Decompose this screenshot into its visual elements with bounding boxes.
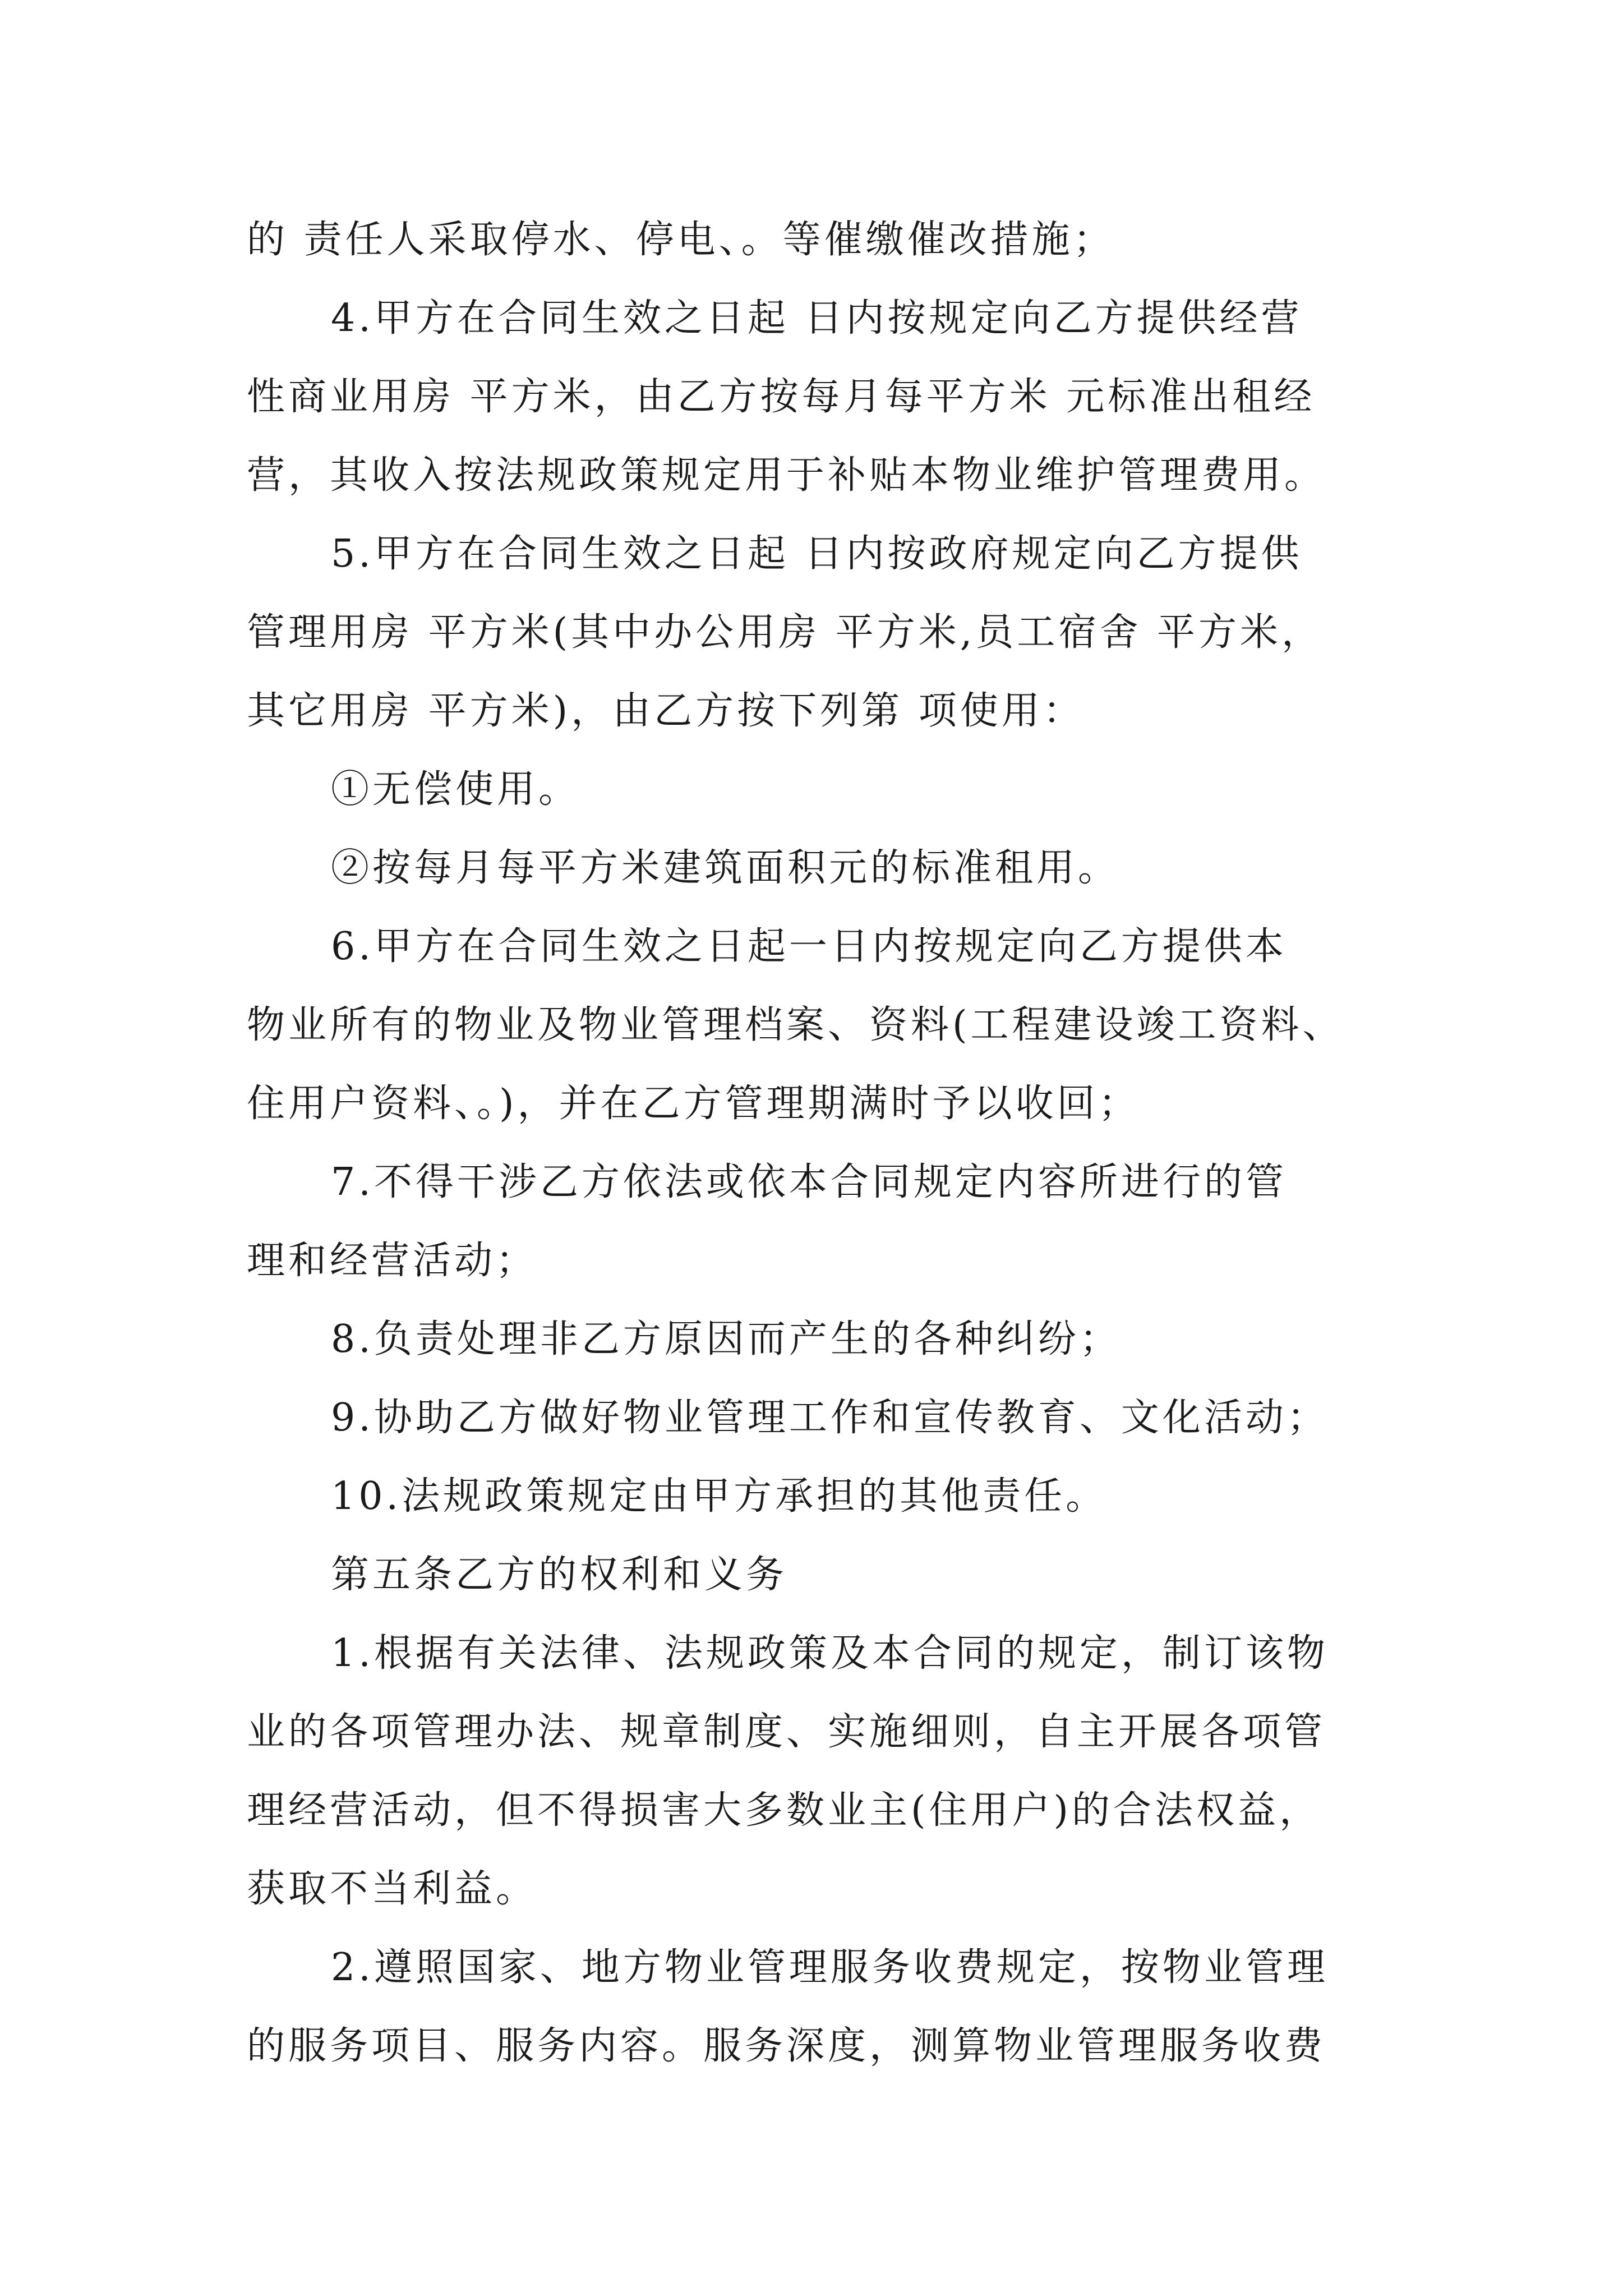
- text-line: 物业所有的物业及物业管理档案、资料(工程建设竣工资料、: [247, 1003, 1344, 1047]
- text-line: ②按每月每平方米建筑面积元的标准租用。: [331, 846, 1120, 890]
- text-line: 4.甲方在合同生效之日起 日内按规定向乙方提供经营: [331, 296, 1303, 341]
- text-line: 8.负责处理非乙方原因而产生的各种纠纷；: [331, 1317, 1121, 1361]
- text-line: 10.法规政策规定由甲方承担的其他责任。: [331, 1474, 1108, 1519]
- text-line: 的 责任人采取停水、停电、。等催缴催改措施；: [247, 218, 1115, 262]
- text-line: 营，其收入按法规政策规定用于补贴本物业维护管理费用。: [247, 453, 1326, 498]
- section-heading: 第五条乙方的权利和义务: [331, 1553, 788, 1597]
- text-line: 1.根据有关法律、法规政策及本合同的规定，制订该物: [331, 1631, 1329, 1676]
- text-line: 其它用房 平方米)，由乙方按下列第 项使用：: [247, 689, 1085, 733]
- text-line: 理和经营活动；: [247, 1239, 538, 1283]
- text-line: 理经营活动，但不得损害大多数业主(住用户)的合法权益，: [247, 1788, 1321, 1833]
- text-line: 性商业用房 平方米，由乙方按每月每平方米 元标准出租经: [247, 375, 1316, 419]
- text-line: 住用户资料、。)，并在乙方管理期满时予以收回；: [247, 1082, 1140, 1126]
- text-line: 6.甲方在合同生效之日起一日内按规定向乙方提供本: [331, 924, 1287, 969]
- text-line: 获取不当利益。: [247, 1867, 538, 1911]
- text-line: 2.遵照国家、地方物业管理服务收费规定，按物业管理: [331, 1945, 1329, 1990]
- text-line: 的服务项目、服务内容。服务深度，测算物业管理服务收费: [247, 2024, 1326, 2068]
- text-line: 9.协助乙方做好物业管理工作和宣传教育、文化活动；: [331, 1396, 1329, 1440]
- text-line: 管理用房 平方米(其中办公用房 平方米,员工宿舍 平方米，: [247, 610, 1323, 655]
- text-line: 5.甲方在合同生效之日起 日内按政府规定向乙方提供: [331, 532, 1303, 576]
- text-line: 业的各项管理办法、规章制度、实施细则，自主开展各项管: [247, 1710, 1326, 1754]
- text-line: ①无偿使用。: [331, 767, 580, 812]
- text-line: 7.不得干涉乙方依法或依本合同规定内容所进行的管: [331, 1160, 1287, 1204]
